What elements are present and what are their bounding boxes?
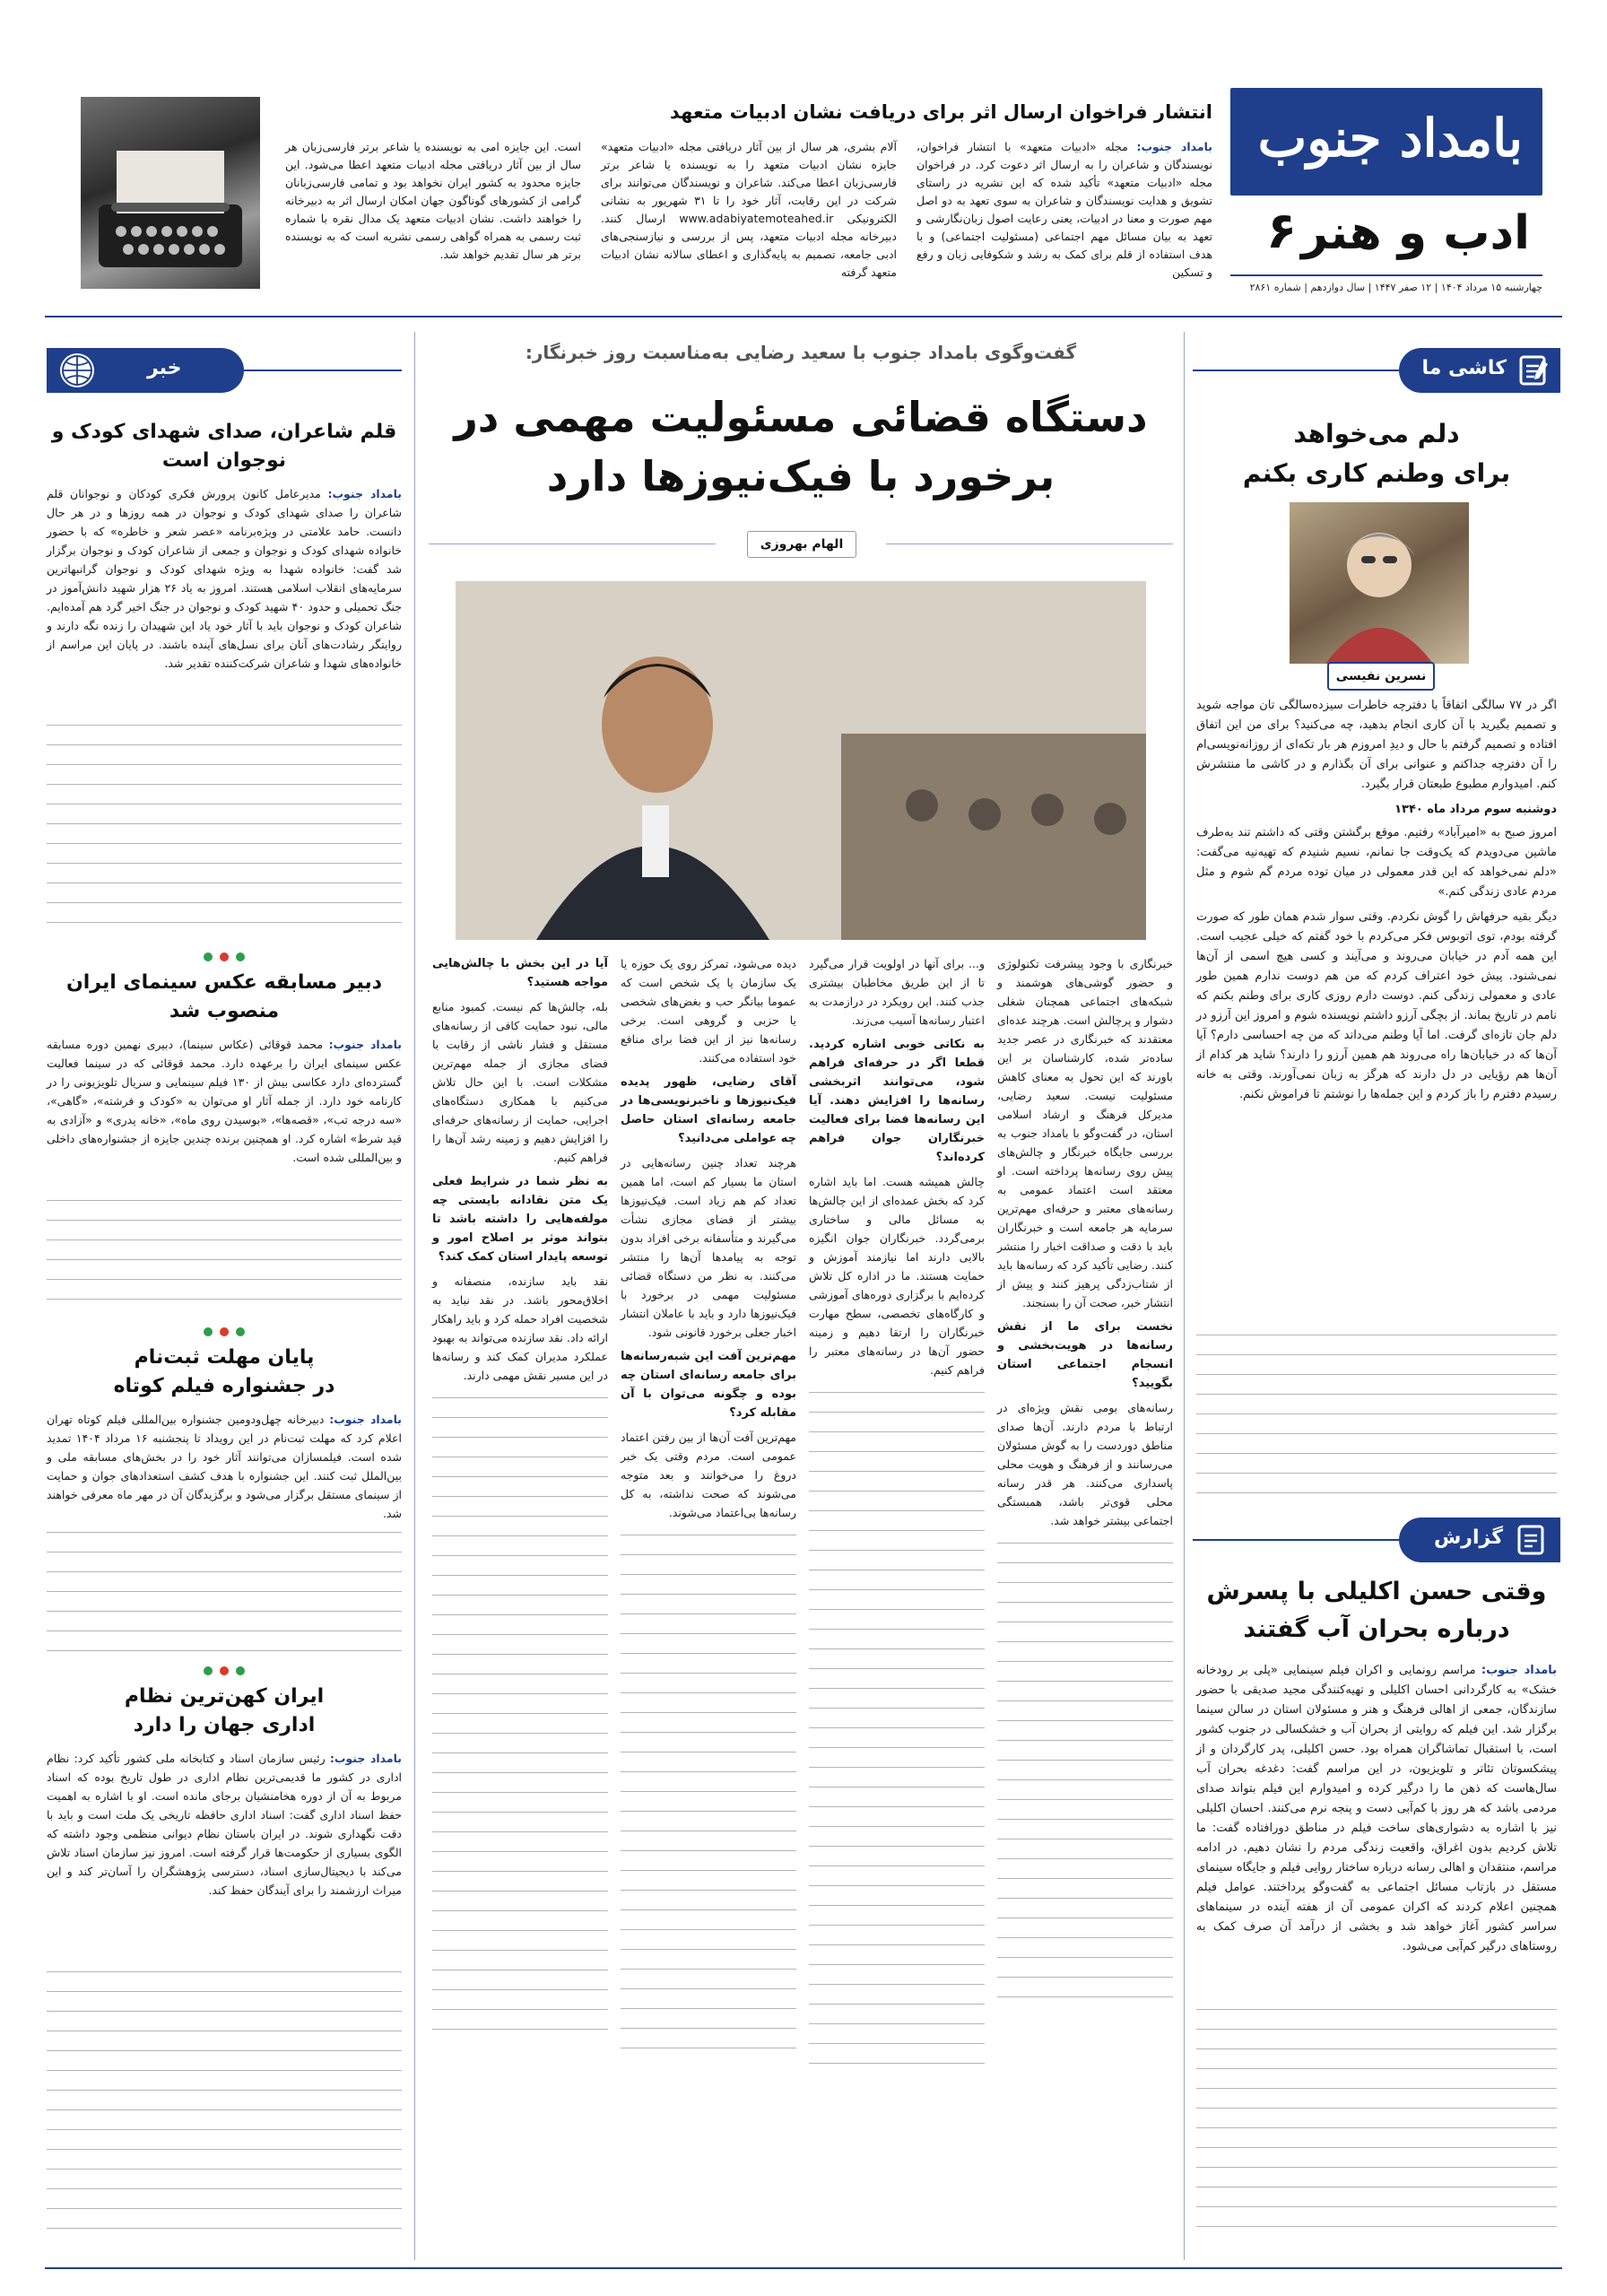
- section-title-text: ادب و هنر: [1301, 206, 1530, 260]
- logo-box: [1230, 88, 1542, 196]
- interview-col3-answer1: هرچند تعداد چنین رسانه‌هایی در استان ما بسیار کم است، اما همین تعداد کم هم زیاد است. فیک‌نیوزها بیشتر از فضای مجازی نشأت می‌گیرند و متأسفانه برخی افراد بدون توجه به پیامدها آن‌ها را منتشر می‌کنند. به نظر من دستگاه قضائی مسئولیت مهمی در برخورد با فیک‌نیوزها دارد و باید با عاملان انتشار اخبار جعلی برخورد قانونی شود.: [621, 1156, 796, 1339]
- top-story-col1: [916, 138, 1212, 291]
- globe-icon: [57, 351, 97, 390]
- khabar-s2-title: [47, 969, 402, 1026]
- kashi-para3: دیگر بقیه حرفهاش را گوش نکردم. وقتی سوار شدم همان طور که صورت گرفته بودم، توی اتوبوس فکر می‌کردم با خود گفتم که خیلی عجیب است. این همه آدم در خیابان می‌روند و می‌آیند و کسی هیچ اسمی از آن‌ها نمی‌شنود. پیش خود اعتراف کردم که من هم دوست ندارم همین طور عادی و معمولی زندگی کنم. دوست دارم روزی کاری برای وطنم بکنم که نامم در تاریخ بماند. از بچگی آرزو داشتم نویسنده شوم و امروز این آرزو در دلم جان تازه‌ای گرفت. اما آیا وطنم می‌داند که من چه احساسی دارم؟ آیا آن‌ها که در خیابان‌ها راه می‌روند هم همین آرزو را دارند؟ شاید هر کدام از آن‌ها هم رؤیایی در دل دارند که هرگز به زبان نمی‌آورند. وقتی به خانه رسیدم دفترم را باز کردم و این جمله‌ها را نوشتم تا فراموش نکنم.: [1196, 910, 1557, 1101]
- interview-col1-answer: رسانه‌های بومی نقش ویژه‌ای در ارتباط با مردم دارند. آن‌ها صدای مناطق دوردست را به گوش مسئولان می‌رسانند و از فرهنگ و هویت محلی پاسداری می‌کنند. هر قدر رسانه محلی قوی‌تر باشد، همبستگی اجتماعی بیشتر خواهد شد.: [997, 1401, 1173, 1527]
- gozaresh-body: [1196, 1661, 1557, 1957]
- khabar-s3-body: [47, 1410, 402, 1523]
- gozaresh-column: [1193, 1518, 1560, 2253]
- left-divider: [414, 332, 415, 2260]
- dot-green: [236, 1327, 245, 1336]
- kashi-tab-rule: [1193, 370, 1399, 371]
- khabar-s1-title-line2: نوجوان است: [161, 449, 287, 472]
- kashi-date: دوشنبه سوم مرداد ماه ۱۳۴۰: [1394, 803, 1557, 816]
- interview-headline: [429, 387, 1173, 506]
- footer-rule: [45, 2267, 1562, 2269]
- khabar-s1-text: مدیرعامل کانون پرورش فکری کودکان و نوجوانان قلم شاعران را صدای شهدای کودک و نوجوان در همه روزها و در هر حال دانست. حامد علامتی در ویژه‌برنامه «عصر شعر و خاطره» که با حضور خانواده شهدای کودک و نوجوان و جمعی از شاعران کودک و نوجوان برگزار شد گفت: خانواده شهدا به ویژه شهدای کودک و نوجوان گرانبهاترین سرمایه‌های انقلاب اسلامی هستند. امروز به یاد ۲۶ هزار شهید دانش‌آموز در جنگ تحمیلی و حدود ۴۰ شهید کودک و نوجوان در جنگ اخیر گرد هم آمده‌ایم. شاعران کودک و نوجوان باید با آثار خود یاد این شهیدان را زنده نگه دارند و روایتگر رشادت‌های آنان برای نسل‌های آینده باشند. در پایان این مراسم از خانواده‌های شهدا و شاعران شرکت‌کننده تقدیر شد.: [47, 487, 402, 670]
- interview-col3-answer2: مهم‌ترین آفت آن‌ها از بین رفتن اعتماد عمومی است. مردم وقتی یک خبر دروغ را می‌خوانند و بعد متوجه می‌شوند که صحت نداشته، به کل رسانه‌ها بی‌اعتماد می‌شوند.: [621, 1431, 796, 1519]
- khabar-s4-continued: [47, 1964, 402, 2233]
- top-story: [65, 88, 1212, 296]
- interview-columns: [429, 954, 1173, 2255]
- interview-col3-question1: آقای رضایی، ظهور پدیده فیک‌نیوزها و ناخبرنویسی‌ها در جامعه رسانه‌ای استان حاصل چه عواملی می‌دانید؟: [621, 1075, 796, 1145]
- kashi-para2: امروز صبح به «امیرآباد» رفتیم. موقع برگشتن وقتی که داشتم تند به‌طرف ماشین می‌دویدم که یک‌وقت جا نمانم، نسیم شنیدم که تهیه‌نیه می‌گفت: «دلم نمی‌خواهد که این قدر معمولی در میان توده مردم گم شوم و مثل مردم عادی زندگی کنم.»: [1196, 826, 1557, 899]
- khabar-s1-title-line1: قلم شاعران، صدای شهدای کودک و: [51, 421, 397, 443]
- khabar-s2-body: [47, 1035, 402, 1167]
- interview-col2: [809, 954, 985, 2255]
- gozaresh-text: مراسم رونمایی و اکران فیلم سینمایی «پلی بر رودخانه خشک» به کارگردانی احسان اکلیلی و تهیه‌کنندگی مجید صدیقی با حضور سازندگان، جمعی از اهالی فرهنگ و هنر و مسئولان استان در سالن سینما برگزار شد. این فیلم که روایتی از بحران آب و خشکسالی در جنوب کشور است، با استقبال تماشاگران همراه بود. حسن اکلیلی، پدر کارگردان و از پیشکسوتان تئاتر و تلویزیون، در این مراسم گفت: دغدغه بحران آب سال‌هاست که ذهن ما را درگیر کرده و امیدوارم این فیلم بتواند صدای مردمی باشد که هر روز با کم‌آبی دست و پنجه نرم می‌کنند. احسان اکلیلی نیز با اشاره به دشواری‌های ساخت فیلم در مناطق دورافتاده گفت: ما تلاش کردیم بدون اغراق، واقعیت زندگی مردم را نشان دهیم. در ادامه مراسم، منتقدان و اهالی رسانه درباره ساختار روایی فیلم و جایگاه سینمای مستقل در بازتاب مسائل اجتماعی به گفت‌وگو پرداختند. عوامل فیلم همچنین اعلام کردند که اکران عمومی آن از هفته آینده در سینماهای سراسر کشور آغاز خواهد شد و بخشی از درآمد آن صرف کمک به روستاهای درگیر کم‌آبی می‌شود.: [1196, 1664, 1557, 1953]
- interview-col3-text: دیده می‌شود، تمرکز روی یک حوزه یا یک سازمان یا یک شخص است که عموما بیانگر حب و بغض‌های شخصی یا حزبی و گروهی است. برخی رسانه‌ها نیز از این فضا برای منافع خود استفاده می‌کنند.: [621, 957, 796, 1065]
- dot-green: [236, 1666, 245, 1675]
- author-photo: [1290, 502, 1469, 664]
- khabar-s3-text: دبیرخانه چهل‌ودومین جشنواره بین‌المللی فیلم کوتاه تهران اعلام کرد که مهلت ثبت‌نام در این رویداد تا پنجشنبه ۱۶ مرداد ۱۴۰۴ تمدید شده است. فیلمسازان می‌توانند آثار خود را در بخش‌های مسابقه ملی و بین‌الملل ثبت کنند. این جشنواره با هدف کشف استعدادهای جوان و حمایت از سینمای مستقل برگزار می‌شود و برگزیدگان آن در مهر ماه معرفی خواهند شد.: [47, 1413, 402, 1520]
- dot-red: [220, 1666, 229, 1675]
- separator-dots-2: [47, 1327, 402, 1336]
- masthead-rule: [45, 316, 1562, 317]
- interviewee-portrait-icon: [456, 581, 1146, 940]
- interview-kicker: گفت‌وگوی بامداد جنوب با سعید رضایی به‌مناسبت روز خبرنگار:: [525, 342, 1077, 363]
- gozaresh-tab-rule: [1193, 1539, 1399, 1541]
- top-story-lead-text: مجله «ادبیات متعهد» با انتشار فراخوان، نویسندگان و شاعران را به ارسال اثر دعوت کرد. در فراخوان مجله «ادبیات متعهد» تأکید شده که این نشریه در راستای تشویق و هدایت نویسندگان و شاعران به سوی تعهد به دو اصل مهم صورت و معنا در ادبیات، یعنی رعایت اصول زبان‌نگارشی و تعهد به بیان مسائل مهم اجتماعی (مسئولیت اجتماعی) و با هدف استفاده از قلم برای کمک به رشد و شکوفایی زبان و رفع و تسکین: [916, 140, 1212, 279]
- interview-col3-continued: [621, 1527, 796, 2066]
- interview-col1-continued: [997, 1535, 1173, 2002]
- right-divider: [1184, 332, 1185, 2260]
- logo-text: بامداد جنوب: [1257, 108, 1523, 169]
- kashi-title: [1193, 414, 1560, 493]
- khabar-s4-body: [47, 1749, 402, 1900]
- dot-green: [236, 952, 245, 961]
- interview-col2-text: و... برای آنها در اولویت قرار می‌گیرد تا از این طریق مخاطبان بیشتری جذب کنند. این رویکرد در درازمدت به اعتبار رسانه‌ها آسیب می‌زند.: [809, 957, 985, 1027]
- khabar-s3-continued: [47, 1525, 402, 1659]
- gozaresh-label: گزارش: [1433, 1526, 1503, 1549]
- top-story-lead-label: بامداد جنوب:: [1136, 140, 1212, 153]
- gozaresh-title-line2: درباره بحران آب گفتند: [1243, 1615, 1510, 1643]
- khabar-s1-lead: بامداد جنوب:: [327, 487, 403, 500]
- khabar-label: خبر: [147, 357, 182, 379]
- kashi-title-line2: برای وطنم کاری بکنم: [1242, 458, 1511, 488]
- interview-col4-answer-b: نقد باید سازنده، منصفانه و اخلاق‌محور باشد. در نقد نباید به شخصیت افراد حمله کرد و باید راهکار ارائه داد. نقد سازنده می‌تواند به بهبود عملکرد مدیران کمک کند و رسانه‌ها در این مسیر نقش مهمی دارند.: [432, 1274, 608, 1382]
- khabar-s4-lead: بامداد جنوب:: [329, 1752, 403, 1765]
- khabar-s1-title: [47, 418, 402, 475]
- author-portrait-icon: [1290, 502, 1469, 664]
- interview-col4-question-a: آیا در این بخش با چالش‌هایی مواجه هستید؟: [432, 957, 608, 989]
- page-number: ۶: [1266, 202, 1298, 260]
- khabar-s3-title-line1: پایان مهلت ثبت‌نام: [134, 1346, 315, 1369]
- gozaresh-tab: [1399, 1518, 1560, 1562]
- dot-green: [204, 1327, 213, 1336]
- dot-red: [220, 952, 229, 961]
- kashi-label: کاشی ما: [1421, 357, 1507, 379]
- gozaresh-continued: [1196, 2002, 1557, 2244]
- interview-col1: [997, 954, 1173, 2255]
- typewriter-icon: [81, 97, 260, 289]
- byline-box: [429, 531, 1173, 558]
- interview-col2-continued: [809, 1385, 985, 2066]
- khabar-s1-body: [47, 484, 402, 673]
- khabar-s2-continued: [47, 1193, 402, 1318]
- khabar-tab-rule: [244, 370, 402, 371]
- interview-byline: الهام بهروزی: [747, 531, 856, 558]
- khabar-s4-text: رئیس سازمان اسناد و کتابخانه ملی کشور تأکید کرد: نظام اداری در کشور ما قدیمی‌ترین نظام اداری در طول تاریخ بوده که اسناد مربوط به آن از دوره هخامنشیان برجای مانده است. او با اشاره به اهمیت حفظ اسناد اداری گفت: اسناد اداری حافظه تاریخی یک ملت است و باید با دقت نگهداری شوند. در ایران باستان نظام دیوانی منظمی وجود داشته که الگوی بسیاری از حکومت‌ها قرار گرفته است. امروز نیز سازمان اسناد تلاش می‌کند با دیجیتال‌سازی اسناد، دسترسی پژوهشگران را آسان‌تر کند و این میراث ارزشمند را برای آیندگان حفظ کند.: [47, 1752, 402, 1897]
- kashi-continued: [1196, 1327, 1557, 1507]
- khabar-s4-title-line2: اداری جهان را دارد: [133, 1714, 316, 1736]
- interview-col4-answer-a: بله، چالش‌ها کم نیست. کمبود منابع مالی، نبود حمایت کافی از رسانه‌های مستقل و فشار ناشی از رقابت با فضای مجازی از جمله مهم‌ترین مشکلات است. با این حال تلاش می‌کنیم با همکاری دستگاه‌های اجرایی، حمایت از رسانه‌های حرفه‌ای را افزایش دهیم و زمینه رشد آن‌ها را فراهم کنیم.: [432, 1000, 608, 1164]
- gozaresh-title-line1: وقتی حسن اکلیلی با پسرش: [1206, 1578, 1547, 1605]
- interview-col4: [432, 954, 608, 2255]
- interview-headline-line2: برخورد با فیک‌نیوزها دارد: [546, 452, 1055, 500]
- top-story-col2: آلام بشری، هر سال از بین آثار دریافتی مجله «ادبیات متعهد» جایزه نشان ادبیات متعهد را به نویسنده یا شاعر برتر فارسی‌زبان اعطا می‌کند. شاعران و نویسندگان می‌توانند برای شرکت در این رقابت، آثار خود را تا ۳۱ شهریور به نشانی الکترونیکی www.adabiyatemoteahed.ir ارسال کنند. دبیرخانه مجله ادبیات متعهد، پس از بررسی و نیازسنجی‌های ادبی جامعه، تصمیم به پایه‌گذاری و اعطای سالانه نشان ادبیات متعهد گرفته: [601, 140, 898, 279]
- interview-col2-answer: چالش همیشه هست. اما باید اشاره کرد که بخش عمده‌ای از این چالش‌ها به مسائل مالی و ساختاری برمی‌گردد. خبرنگاران جوان انگیزه بالایی دارند اما نیازمند آموزش و حمایت هستند. ما در اداره کل تلاش کرده‌ایم با برگزاری دوره‌های آموزشی و کارگاه‌های تخصصی، سطح مهارت خبرنگاران را ارتقا دهیم و زمینه حضور آن‌ها در رسانه‌های معتبر را فراهم کنیم.: [809, 1175, 985, 1377]
- separator-dots-3: [47, 1666, 402, 1675]
- kashi-column: [1193, 332, 1560, 1516]
- typewriter-photo: [81, 97, 260, 289]
- interview-col2-question: به نکاتی خوبی اشاره کردید. قطعا اگر در حرفه‌ای فراهم شود، می‌توانند اثربخشی رسانه‌ها را افزایش دهند. آیا این رسانه‌ها فضا برای فعالیت خبرنگاران جوان فراهم کرده‌اند؟: [809, 1038, 985, 1164]
- masthead: [1230, 88, 1542, 296]
- interview-headline-line1: دستگاه قضائی مسئولیت مهمی در: [454, 393, 1148, 441]
- khabar-s4-title: [47, 1683, 402, 1740]
- dot-green: [204, 952, 213, 961]
- report-icon: [1514, 1523, 1550, 1557]
- khabar-s3-title: [47, 1344, 402, 1401]
- interview: [429, 332, 1173, 2260]
- interview-col3: [621, 954, 796, 2255]
- khabar-s2-text: محمد قوقائی (عکاس سینما)، دبیری نهمین دوره مسابقه عکس سینمای ایران را برعهده دارد. محمد قوقائی که در سینما فعالیت گسترده‌ای دارد عکاسی بیش از ۱۳۰ فیلم سینمایی و سریال تلویزیونی را در کارنامه خود دارد. از جمله آثار او می‌توان به «کودک و فرشته»، «گاهی»، «سه درجه تب»، «قصه‌ها»، «بوسیدن روی ماه»، «خانه پدری» و «آزادی به قید شرط» اشاره کرد. او همچنین برنده چندین جایزه از جشنواره‌های داخلی و بین‌المللی شده است.: [47, 1038, 402, 1164]
- interview-photo: [456, 581, 1146, 940]
- khabar-s2-title-line2: منصوب شد: [169, 1000, 280, 1022]
- interview-col1-text: خبرنگاری با وجود پیشرفت تکنولوژی و حضور گوشی‌های هوشمند و شبکه‌های اجتماعی همچنان شغلی دشوار و پرچالش است. هرچند عده‌ای معتقدند که خبرنگاری در عصر جدید ساده‌تر شده، کارشناسان بر این باورند که این تحول به معنای کاهش مسئولیت نیست. سعید رضایی، مدیرکل فرهنگ و ارشاد اسلامی استان، در گفت‌وگو با بامداد جنوب به بررسی جایگاه خبرنگار و چالش‌های پیش روی رسانه‌ها پرداخته است. او معتقد است اعتماد عمومی به رسانه‌های معتبر و حرفه‌ای مهم‌ترین سرمایه هر جامعه است و خبرنگاران باید با دقت و صداقت اخبار را منتشر کنند. رضایی تأکید کرد که رسانه‌ها باید از شتاب‌زدگی پرهیز کنند و پیش از انتشار خبر، صحت آن را بسنجند.: [997, 957, 1173, 1309]
- dateline: چهارشنبه ۱۵ مرداد ۱۴۰۴ | ۱۲ صفر ۱۴۴۷ | سال دوازدهم | شماره ۲۸۶۱: [1230, 274, 1542, 293]
- kashi-para1: اگر در ۷۷ سالگی اتفاقاً با دفترچه خاطرات سیزده‌سالگی تان مواجه شوید و تصمیم بگیرید با آن کاری انجام بدهید، چه می‌کنید؟ برای من این اتفاق افتاده و تصمیم گرفتم با حال و دیدِ امروزم هر بار تکه‌ای از روزانه‌نویسی‌ام را آن دفترچه جداکنم و عنوانی برای آن بگذارم و در کاشی ما منتشرش کنم. امیدوارم مطبوع طبعتان قرار بگیرد.: [1196, 699, 1558, 791]
- gozaresh-lead-label: بامداد جنوب:: [1481, 1664, 1558, 1677]
- interview-col4-continued: [432, 1390, 608, 2036]
- gozaresh-title: [1193, 1573, 1560, 1648]
- khabar-s4-title-line1: ایران کهن‌ترین نظام: [124, 1685, 325, 1708]
- interview-col1-question: نخست برای ما از نقش رسانه‌ها در هویت‌بخشی و انسجام اجتماعی استان بگویید؟: [997, 1320, 1173, 1390]
- author-name-badge: نسرین نفیسی: [1327, 662, 1435, 691]
- khabar-s2-title-line1: دبیر مسابقه عکس سینمای ایران: [65, 971, 383, 994]
- khabar-s3-title-line2: در جشنواره فیلم کوتاه: [113, 1375, 335, 1397]
- khabar-s3-lead: بامداد جنوب:: [329, 1413, 402, 1426]
- khabar-tab: [47, 348, 244, 393]
- separator-dots-1: [47, 952, 402, 961]
- khabar-s1-continued: [47, 718, 402, 942]
- interview-col4-question-b: به نظر شما در شرایط فعلی یک متن نقادانه بایستی چه مولفه‌هایی را داشته باشد تا بتواند موثر بر اصلاح امور و توسعه پایدار استان کمک کند؟: [432, 1175, 608, 1264]
- khabar-s2-lead: بامداد جنوب:: [328, 1038, 402, 1051]
- khabar-column: [47, 332, 402, 2260]
- section-title: [1230, 203, 1542, 267]
- top-story-col3: است. این جایزه امی به نویسنده یا شاعر برتر فارسی‌زبان هر سال از بین آثار دریافتی مجله ادبیات متعهد اعطا می‌شود. این جایزه محدود به کشور ایران نخواهد بود و تمامی فارسی‌زبانان گرامی از کشورهای گوناگون جهان امکان ارسال اثر به دبیرخانه را خواهند داشت. نشان ادبیات متعهد یک مدال نقره با شماره ثبت رسمی به همراه گواهی رسمی نشریه است که به نویسنده برتر هر سال تقدیم خواهد شد.: [285, 140, 581, 261]
- dot-green: [204, 1666, 213, 1675]
- kashi-tab: [1399, 348, 1560, 393]
- top-story-headline: انتشار فراخوان ارسال اثر برای دریافت نشان ادبیات متعهد: [669, 101, 1212, 123]
- notebook-icon: [1516, 353, 1551, 387]
- interview-col3-question2: مهم‌ترین آفت این شبه‌رسانه‌ها برای جامعه رسانه‌ای استان چه بوده و چگونه می‌توان با آن مقابله کرد؟: [621, 1350, 796, 1420]
- dot-red: [220, 1327, 229, 1336]
- kashi-title-line1: دلم می‌خواهد: [1293, 419, 1460, 448]
